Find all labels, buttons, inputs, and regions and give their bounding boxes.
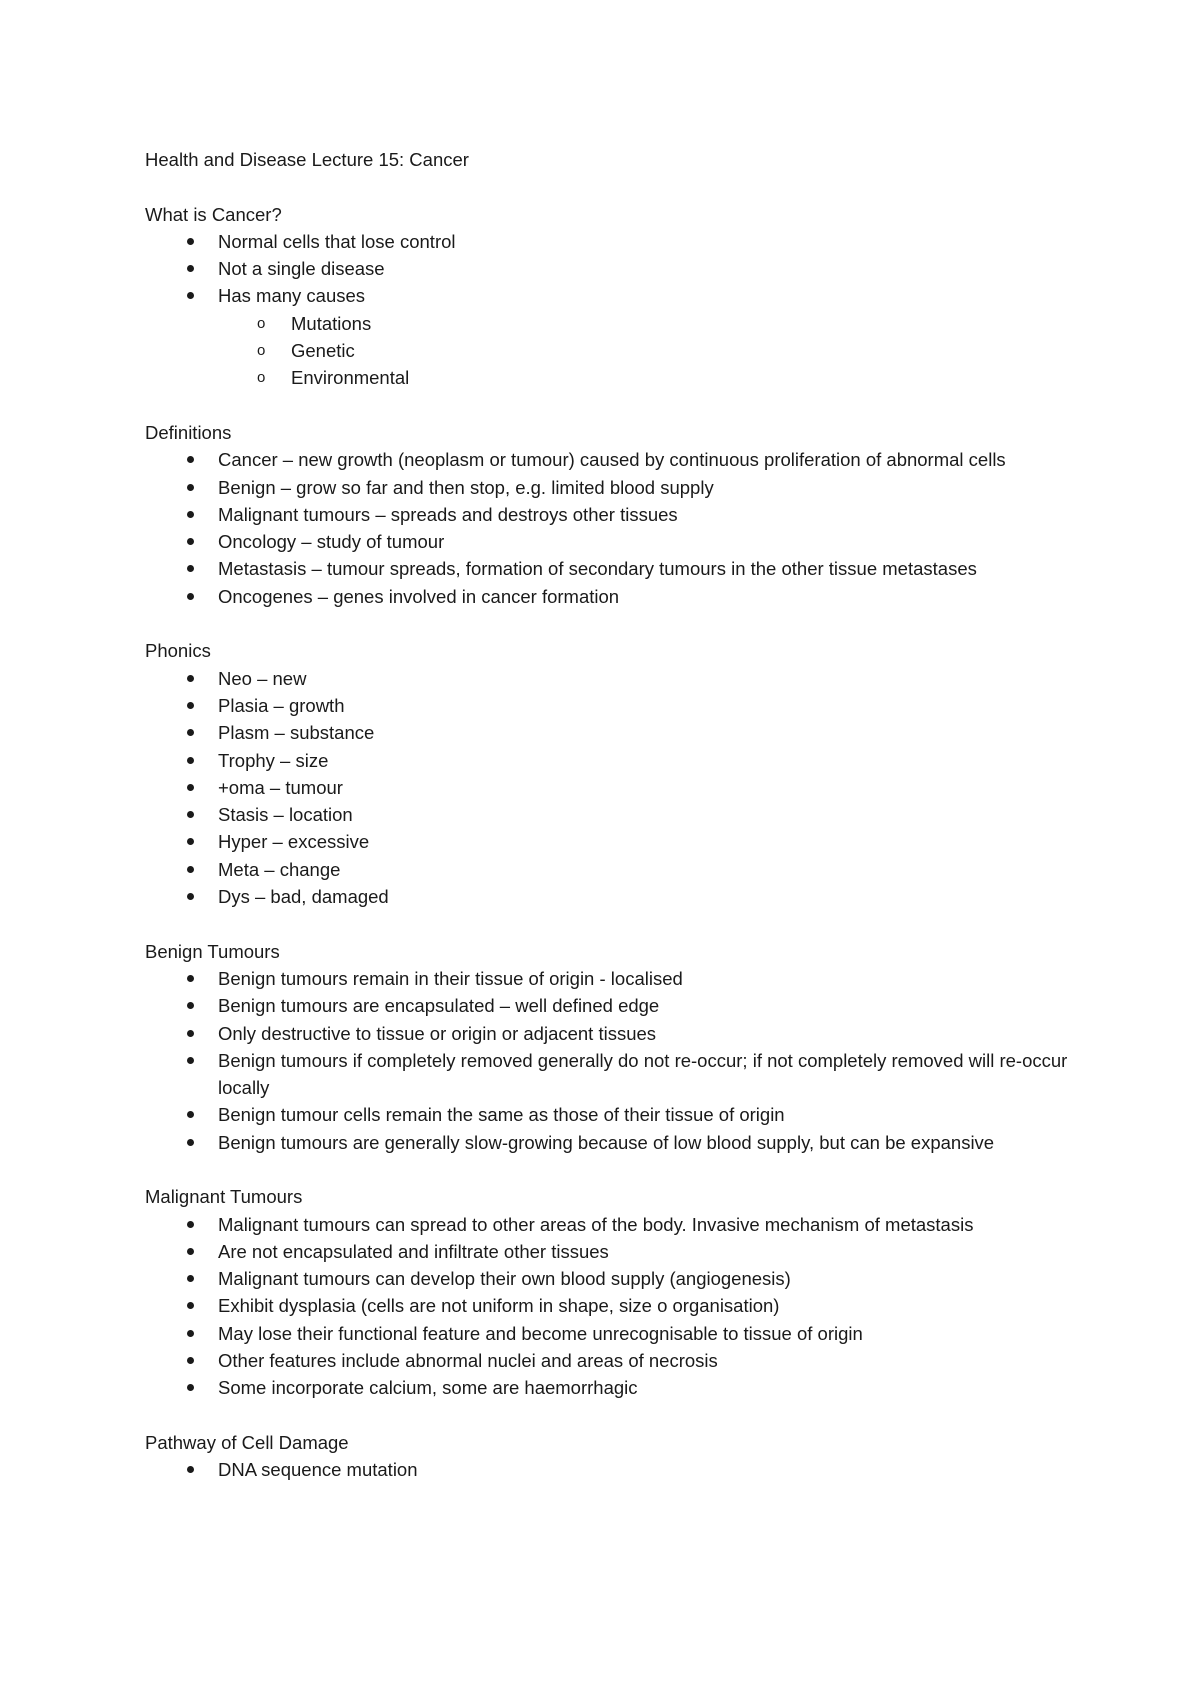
bullet-icon bbox=[187, 1030, 194, 1037]
bullet-list bbox=[145, 1456, 1075, 1483]
list-item bbox=[145, 1211, 1075, 1238]
list-item bbox=[145, 474, 1075, 501]
sub-list-item-text: Environmental bbox=[291, 367, 410, 389]
list-item-text: Some incorporate calcium, some are haemorrhagic bbox=[218, 1377, 638, 1399]
list-item bbox=[145, 828, 1075, 855]
section-definitions bbox=[145, 419, 1075, 610]
list-item-text: Malignant tumours – spreads and destroys other tissues bbox=[218, 503, 678, 525]
list-item bbox=[145, 801, 1075, 828]
list-item bbox=[145, 774, 1075, 801]
bullet-icon bbox=[187, 1248, 194, 1255]
section-phonics bbox=[145, 637, 1075, 910]
bullet-icon bbox=[187, 1357, 194, 1364]
list-item-text: Metastasis – tumour spreads, formation of secondary tumours in the other tissue metastases bbox=[218, 558, 977, 580]
list-item bbox=[145, 501, 1075, 528]
sub-list-item bbox=[145, 337, 1075, 364]
list-item-text: Benign tumours remain in their tissue of origin - localised bbox=[218, 967, 683, 989]
list-item bbox=[145, 282, 1075, 391]
list-item-text: Other features include abnormal nuclei and areas of necrosis bbox=[218, 1350, 718, 1372]
list-item-text: Normal cells that lose control bbox=[218, 230, 456, 252]
list-item-text: Malignant tumours can develop their own blood supply (angiogenesis) bbox=[218, 1268, 791, 1290]
list-item-text: +oma – tumour bbox=[218, 776, 343, 798]
section-heading: Definitions bbox=[145, 421, 232, 443]
section-heading: Malignant Tumours bbox=[145, 1186, 303, 1208]
section-benign-tumours bbox=[145, 938, 1075, 1156]
list-item-text: DNA sequence mutation bbox=[218, 1459, 418, 1481]
bullet-icon bbox=[187, 729, 194, 736]
list-item bbox=[145, 1456, 1075, 1483]
list-item-text: Not a single disease bbox=[218, 258, 385, 280]
bullet-icon bbox=[187, 265, 194, 272]
list-item bbox=[145, 692, 1075, 719]
bullet-icon bbox=[187, 1384, 194, 1391]
bullet-icon bbox=[187, 893, 194, 900]
sub-bullet-icon: o bbox=[257, 342, 266, 360]
list-item-text: May lose their functional feature and become unrecognisable to tissue of origin bbox=[218, 1322, 863, 1344]
list-item-text: Benign tumours if completely removed generally do not re-occur; if not completely removed will re-occur locally bbox=[218, 1049, 1068, 1099]
bullet-icon bbox=[187, 1221, 194, 1228]
list-item bbox=[145, 747, 1075, 774]
list-item bbox=[145, 446, 1075, 473]
bullet-icon bbox=[187, 1466, 194, 1473]
list-item-text: Oncology – study of tumour bbox=[218, 531, 445, 553]
bullet-list bbox=[145, 665, 1075, 911]
list-item-text: Trophy – size bbox=[218, 749, 329, 771]
bullet-icon bbox=[187, 1002, 194, 1009]
section-heading: Pathway of Cell Damage bbox=[145, 1431, 349, 1453]
list-item bbox=[145, 528, 1075, 555]
bullet-icon bbox=[187, 593, 194, 600]
bullet-list bbox=[145, 1211, 1075, 1402]
bullet-icon bbox=[187, 811, 194, 818]
bullet-icon bbox=[187, 538, 194, 545]
list-item-text: Meta – change bbox=[218, 858, 341, 880]
list-item bbox=[145, 255, 1075, 282]
list-item-text: Benign tumours are generally slow-growing because of low blood supply, but can be expansive bbox=[218, 1131, 995, 1153]
bullet-icon bbox=[187, 675, 194, 682]
sub-list-item bbox=[145, 310, 1075, 337]
list-item bbox=[145, 1374, 1075, 1401]
list-item-text: Exhibit dysplasia (cells are not uniform in shape, size o organisation) bbox=[218, 1295, 780, 1317]
section-malignant-tumours bbox=[145, 1183, 1075, 1401]
bullet-icon bbox=[187, 484, 194, 491]
list-item bbox=[145, 1347, 1075, 1374]
bullet-icon bbox=[187, 1302, 194, 1309]
sub-list-item-text: Mutations bbox=[291, 312, 372, 334]
bullet-icon bbox=[187, 238, 194, 245]
document-title: Health and Disease Lecture 15: Cancer bbox=[145, 149, 469, 170]
list-item-text: Plasm – substance bbox=[218, 722, 375, 744]
section-pathway-of-cell-damage bbox=[145, 1429, 1075, 1484]
list-item bbox=[145, 665, 1075, 692]
list-item-text: Cancer – new growth (neoplasm or tumour) caused by continuous proliferation of abnormal cells bbox=[218, 449, 1006, 471]
list-item-text: Oncogenes – genes involved in cancer formation bbox=[218, 585, 620, 607]
list-item bbox=[145, 883, 1075, 910]
bullet-icon bbox=[187, 866, 194, 873]
list-item-text: Benign – grow so far and then stop, e.g. limited blood supply bbox=[218, 476, 714, 498]
sub-list-item bbox=[145, 364, 1075, 391]
bullet-icon bbox=[187, 702, 194, 709]
bullet-icon bbox=[187, 1139, 194, 1146]
bullet-icon bbox=[187, 565, 194, 572]
section-heading: Phonics bbox=[145, 640, 211, 662]
list-item bbox=[145, 719, 1075, 746]
bullet-list bbox=[145, 228, 1075, 392]
section-heading: Benign Tumours bbox=[145, 940, 280, 962]
bullet-icon bbox=[187, 784, 194, 791]
list-item-text: Stasis – location bbox=[218, 804, 353, 826]
list-item bbox=[145, 1047, 1075, 1102]
list-item-text: Dys – bad, damaged bbox=[218, 886, 389, 908]
list-item bbox=[145, 228, 1075, 255]
list-item bbox=[145, 583, 1075, 610]
list-item bbox=[145, 992, 1075, 1019]
bullet-icon bbox=[187, 511, 194, 518]
list-item bbox=[145, 1020, 1075, 1047]
document-page bbox=[145, 146, 1075, 1484]
list-item-text: Hyper – excessive bbox=[218, 831, 370, 853]
bullet-icon bbox=[187, 1275, 194, 1282]
list-item-text: Malignant tumours can spread to other areas of the body. Invasive mechanism of metastasis bbox=[218, 1213, 974, 1235]
sub-bullet-icon: o bbox=[257, 314, 266, 332]
list-item bbox=[145, 1320, 1075, 1347]
list-item-text: Benign tumours are encapsulated – well defined edge bbox=[218, 995, 660, 1017]
list-item bbox=[145, 1292, 1075, 1319]
sub-list bbox=[218, 310, 1075, 392]
bullet-icon bbox=[187, 975, 194, 982]
list-item-text: Neo – new bbox=[218, 667, 307, 689]
bullet-icon bbox=[187, 1111, 194, 1118]
bullet-icon bbox=[187, 456, 194, 463]
bullet-icon bbox=[187, 757, 194, 764]
bullet-icon bbox=[187, 1330, 194, 1337]
sub-list-item-text: Genetic bbox=[291, 340, 355, 362]
list-item bbox=[145, 1238, 1075, 1265]
list-item-text: Has many causes bbox=[218, 285, 366, 307]
bullet-list bbox=[145, 965, 1075, 1156]
list-item bbox=[145, 965, 1075, 992]
section-what-is-cancer bbox=[145, 201, 1075, 392]
sub-bullet-icon: o bbox=[257, 369, 266, 387]
bullet-icon bbox=[187, 838, 194, 845]
list-item-text: Only destructive to tissue or origin or adjacent tissues bbox=[218, 1022, 657, 1044]
bullet-icon bbox=[187, 1057, 194, 1064]
list-item-text: Benign tumour cells remain the same as those of their tissue of origin bbox=[218, 1104, 785, 1126]
list-item-text: Are not encapsulated and infiltrate other tissues bbox=[218, 1240, 609, 1262]
list-item bbox=[145, 1129, 1075, 1156]
list-item bbox=[145, 555, 1075, 582]
bullet-icon bbox=[187, 292, 194, 299]
list-item bbox=[145, 1101, 1075, 1128]
list-item-text: Plasia – growth bbox=[218, 694, 345, 716]
list-item bbox=[145, 856, 1075, 883]
section-heading: What is Cancer? bbox=[145, 203, 282, 225]
bullet-list bbox=[145, 446, 1075, 610]
list-item bbox=[145, 1265, 1075, 1292]
